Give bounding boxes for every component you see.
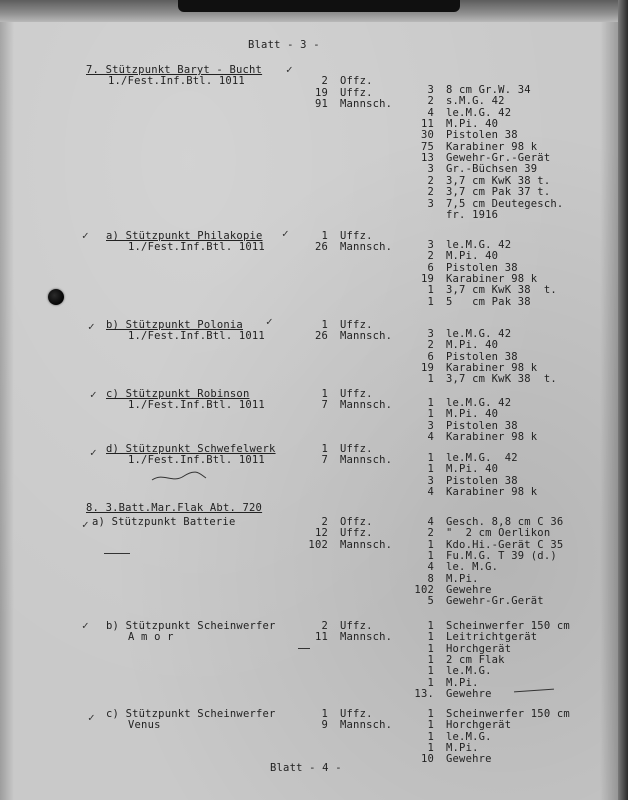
- equipment-item: 3,7 cm KwK 38 t.: [446, 174, 551, 187]
- equipment-count: 1: [427, 665, 434, 678]
- equipment-item: 3,7 cm Pak 37 t.: [446, 186, 551, 199]
- equipment-count: 3: [427, 163, 434, 176]
- equipment-count: 13.: [414, 688, 434, 701]
- personnel-count: 91: [314, 98, 328, 111]
- equipment-count: 10: [420, 753, 434, 766]
- personnel-rank: Uffz.: [340, 230, 373, 242]
- equipment-count: 1: [427, 373, 434, 386]
- equipment-item: Karabiner 98 k: [446, 140, 538, 153]
- personnel-count: 102: [308, 538, 328, 551]
- personnel-count: 12: [314, 527, 328, 540]
- personnel-count: 19: [314, 86, 328, 99]
- equipment-count: 1: [427, 538, 434, 551]
- section-unit: a) Stützpunkt Batterie: [92, 516, 236, 528]
- equipment-count: 75: [420, 140, 434, 153]
- section-unit: A m o r: [128, 631, 174, 644]
- equipment-count: 4: [427, 516, 434, 528]
- personnel-rank: Uffz.: [340, 319, 373, 331]
- personnel-rank: Mannsch.: [340, 719, 393, 732]
- personnel-count: 1: [321, 319, 328, 331]
- equipment-count: 1: [427, 631, 434, 644]
- equipment-count: 1: [427, 397, 434, 409]
- personnel-rank: Mannsch.: [340, 98, 393, 111]
- equipment-count: 1: [427, 620, 434, 632]
- equipment-count: 1: [427, 719, 434, 732]
- equipment-item: Leitrichtgerät: [446, 631, 538, 644]
- equipment-item: Scheinwerfer 150 cm: [446, 708, 570, 720]
- equipment-count: 1: [427, 463, 434, 476]
- handwritten-dash: [514, 689, 554, 693]
- equipment-item: Karabiner 98 k: [446, 273, 538, 286]
- equipment-count: 3: [427, 328, 434, 340]
- personnel-rank: Uffz.: [340, 86, 373, 99]
- personnel-rank: Uffz.: [340, 527, 373, 540]
- equipment-item: Fu.M.G. T 39 (d.): [446, 550, 557, 563]
- personnel-count: 26: [314, 330, 328, 343]
- equipment-count: 11: [420, 118, 434, 131]
- equipment-item: le. M.G.: [446, 561, 499, 574]
- personnel-count: 7: [321, 399, 328, 412]
- page-header: Blatt - 3 -: [248, 39, 320, 51]
- equipment-item: fr. 1916: [446, 208, 499, 221]
- checkmark-icon: ✓: [282, 227, 289, 240]
- equipment-count: 3: [427, 419, 434, 432]
- equipment-count: 2: [427, 95, 434, 108]
- personnel-rank: Uffz.: [340, 443, 373, 455]
- equipment-item: le.M.G.: [446, 665, 492, 678]
- section-unit: Venus: [128, 719, 161, 732]
- equipment-count: 2: [427, 186, 434, 199]
- section-title: c) Stützpunkt Scheinwerfer: [106, 708, 276, 720]
- equipment-item: " 2 cm Oerlikon: [446, 527, 551, 540]
- personnel-rank: Mannsch.: [340, 241, 393, 254]
- binder-hole-icon: [48, 289, 64, 305]
- checkmark-icon: ✓: [82, 619, 89, 632]
- checkmark-icon: ✓: [266, 315, 273, 328]
- equipment-item: Horchgerät: [446, 719, 512, 732]
- equipment-item: s.M.G. 42: [446, 95, 505, 108]
- equipment-item: le.M.G. 42: [446, 239, 512, 251]
- equipment-count: 2: [427, 527, 434, 540]
- equipment-item: Gewehre: [446, 584, 492, 597]
- personnel-count: 9: [321, 719, 328, 732]
- equipment-item: M.Pi.: [446, 676, 479, 689]
- checkmark-icon: ✓: [88, 711, 95, 724]
- handwritten-scribble: [150, 466, 210, 486]
- personnel-rank: Mannsch.: [340, 330, 393, 343]
- checkmark-icon: ✓: [82, 518, 89, 531]
- equipment-count: 1: [427, 676, 434, 689]
- section-title: d) Stützpunkt Schwefelwerk: [106, 443, 276, 455]
- personnel-rank: Offz.: [340, 75, 373, 88]
- equipment-item: M.Pi. 40: [446, 339, 499, 352]
- binder-clip: [178, 0, 460, 12]
- equipment-item: M.Pi. 40: [446, 463, 499, 476]
- equipment-count: 2: [427, 250, 434, 263]
- equipment-count: 4: [427, 431, 434, 444]
- checkmark-icon: ✓: [286, 63, 293, 76]
- equipment-item: 3,7 cm KwK 38 t.: [446, 284, 557, 297]
- personnel-rank: Mannsch.: [340, 399, 393, 412]
- equipment-item: 8 cm Gr.W. 34: [446, 84, 531, 96]
- section-title: b) Stützpunkt Polonia: [106, 319, 243, 331]
- section-title: c) Stützpunkt Robinson: [106, 388, 250, 400]
- equipment-count: 1: [427, 654, 434, 667]
- equipment-item: Gewehre: [446, 688, 492, 701]
- equipment-count: 3: [427, 197, 434, 210]
- personnel-rank: Uffz.: [340, 388, 373, 400]
- equipment-item: 5 cm Pak 38: [446, 295, 531, 308]
- section-title: 7. Stützpunkt Baryt - Bucht: [86, 64, 263, 76]
- equipment-count: 2: [427, 174, 434, 187]
- equipment-item: 7,5 cm Deutegesch.: [446, 197, 564, 210]
- section-unit: 1./Fest.Inf.Btl. 1011: [128, 399, 265, 412]
- section-unit: 1./Fest.Inf.Btl. 1011: [128, 454, 265, 467]
- handwritten-dash: [104, 553, 130, 554]
- equipment-count: 1: [427, 708, 434, 720]
- section-unit: 1./Fest.Inf.Btl. 1011: [128, 330, 265, 343]
- equipment-count: 3: [427, 474, 434, 487]
- personnel-count: 1: [321, 443, 328, 455]
- equipment-item: 3,7 cm KwK 38 t.: [446, 373, 557, 386]
- equipment-count: 1: [427, 742, 434, 755]
- equipment-count: 1: [427, 730, 434, 743]
- personnel-rank: Uffz.: [340, 620, 373, 632]
- section-title: a) Stützpunkt Philakopie: [106, 230, 263, 242]
- equipment-count: 1: [427, 550, 434, 563]
- equipment-item: Pistolen 38: [446, 419, 518, 432]
- equipment-count: 102: [414, 584, 434, 597]
- equipment-item: Gesch. 8,8 cm C 36: [446, 516, 564, 528]
- section-unit: 1./Fest.Inf.Btl. 1011: [108, 75, 245, 88]
- checkmark-icon: ✓: [88, 320, 95, 333]
- personnel-rank: Mannsch.: [340, 454, 393, 467]
- personnel-count: 2: [321, 620, 328, 632]
- personnel-count: 1: [321, 708, 328, 720]
- equipment-item: Gewehr-Gr.Gerät: [446, 595, 544, 608]
- personnel-rank: Offz.: [340, 516, 373, 528]
- equipment-count: 3: [427, 239, 434, 251]
- personnel-count: 1: [321, 230, 328, 242]
- equipment-count: 30: [420, 129, 434, 142]
- equipment-item: Gewehre: [446, 753, 492, 766]
- section-unit: 1./Fest.Inf.Btl. 1011: [128, 241, 265, 254]
- equipment-item: Horchgerät: [446, 642, 512, 655]
- checkmark-icon: ✓: [90, 446, 97, 459]
- equipment-count: 1: [427, 284, 434, 297]
- section-title: b) Stützpunkt Scheinwerfer: [106, 620, 276, 632]
- equipment-item: Karabiner 98 k: [446, 431, 538, 444]
- equipment-count: 5: [427, 595, 434, 608]
- scan-right-edge: [618, 0, 628, 800]
- personnel-rank: Mannsch.: [340, 631, 393, 644]
- checkmark-icon: ✓: [82, 229, 89, 242]
- equipment-count: 1: [427, 295, 434, 308]
- equipment-item: M.Pi. 40: [446, 408, 499, 421]
- personnel-count: 2: [321, 516, 328, 528]
- equipment-count: 19: [420, 273, 434, 286]
- handwritten-dash: [298, 648, 310, 649]
- equipment-count: 2: [427, 339, 434, 352]
- equipment-item: M.Pi.: [446, 742, 479, 755]
- equipment-count: 19: [420, 362, 434, 375]
- checkmark-icon: ✓: [90, 388, 97, 401]
- equipment-item: Karabiner 98 k: [446, 486, 538, 499]
- personnel-count: 1: [321, 388, 328, 400]
- equipment-count: 4: [427, 106, 434, 119]
- equipment-item: le.M.G. 42: [446, 452, 518, 464]
- equipment-item: le.M.G. 42: [446, 106, 512, 119]
- equipment-item: Pistolen 38: [446, 129, 518, 142]
- equipment-item: M.Pi.: [446, 572, 479, 585]
- equipment-count: 4: [427, 486, 434, 499]
- equipment-item: Scheinwerfer 150 cm: [446, 620, 570, 632]
- personnel-count: 26: [314, 241, 328, 254]
- equipment-item: Karabiner 98 k: [446, 362, 538, 375]
- equipment-item: Kdo.Hi.-Gerät C 35: [446, 538, 564, 551]
- equipment-item: M.Pi. 40: [446, 250, 499, 263]
- personnel-count: 7: [321, 454, 328, 467]
- equipment-count: 8: [427, 572, 434, 585]
- equipment-item: Pistolen 38: [446, 261, 518, 274]
- equipment-item: le.M.G. 42: [446, 397, 512, 409]
- equipment-item: Pistolen 38: [446, 350, 518, 363]
- equipment-item: Gr.-Büchsen 39: [446, 163, 538, 176]
- equipment-count: 6: [427, 350, 434, 363]
- equipment-count: 1: [427, 642, 434, 655]
- section-title: 8. 3.Batt.Mar.Flak Abt. 720: [86, 502, 263, 514]
- equipment-count: 13: [420, 152, 434, 165]
- personnel-rank: Uffz.: [340, 708, 373, 720]
- equipment-item: le.M.G. 42: [446, 328, 512, 340]
- equipment-item: Pistolen 38: [446, 474, 518, 487]
- equipment-item: M.Pi. 40: [446, 118, 499, 131]
- equipment-count: 1: [427, 452, 434, 464]
- equipment-count: 3: [427, 84, 434, 96]
- equipment-count: 4: [427, 561, 434, 574]
- personnel-rank: Mannsch.: [340, 538, 393, 551]
- equipment-item: Gewehr-Gr.-Gerät: [446, 152, 551, 165]
- equipment-count: 6: [427, 261, 434, 274]
- personnel-count: 11: [314, 631, 328, 644]
- equipment-item: le.M.G.: [446, 730, 492, 743]
- page-footer: Blatt - 4 -: [270, 762, 342, 774]
- personnel-count: 2: [321, 75, 328, 88]
- equipment-item: 2 cm Flak: [446, 654, 505, 667]
- equipment-count: 1: [427, 408, 434, 421]
